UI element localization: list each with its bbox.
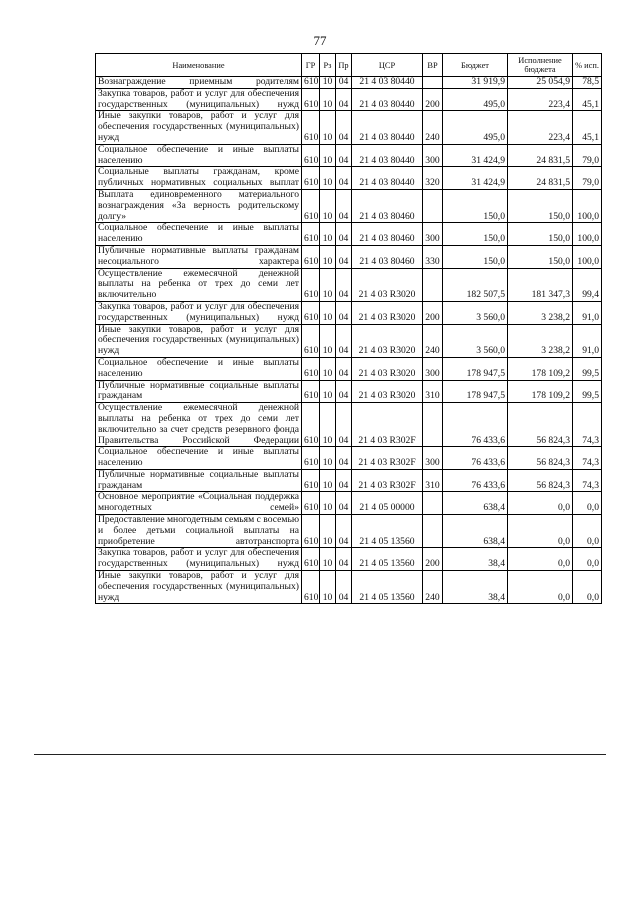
cell-name: Публичные нормативные социальные выплаты гражданам bbox=[96, 469, 302, 492]
cell-pr: 04 bbox=[336, 111, 352, 144]
cell-gr: 610 bbox=[302, 223, 320, 246]
cell-gr: 610 bbox=[302, 77, 320, 89]
cell-vr: 310 bbox=[423, 469, 443, 492]
cell-gr: 610 bbox=[302, 301, 320, 324]
cell-rz: 10 bbox=[320, 380, 336, 403]
cell-rz: 10 bbox=[320, 223, 336, 246]
header-rz: Рз bbox=[320, 54, 336, 77]
cell-budget: 31 424,9 bbox=[443, 144, 508, 167]
table-row bbox=[96, 469, 602, 492]
cell-percent: 99,5 bbox=[573, 357, 602, 380]
cell-rz: 10 bbox=[320, 492, 336, 515]
cell-vr bbox=[423, 77, 443, 89]
cell-budget: 38,4 bbox=[443, 571, 508, 604]
cell-gr: 610 bbox=[302, 245, 320, 268]
table-body bbox=[96, 77, 602, 604]
cell-name: Осуществление ежемесячной денежной выплаты на ребенка от трех до семи лет включительно за счет средств резервного фонда Правительства Российской Федерации bbox=[96, 403, 302, 447]
cell-csr: 21 4 03 80440 bbox=[352, 77, 423, 89]
cell-execution: 3 238,2 bbox=[508, 324, 573, 357]
cell-gr: 610 bbox=[302, 357, 320, 380]
cell-percent: 100,0 bbox=[573, 223, 602, 246]
cell-pr: 04 bbox=[336, 88, 352, 111]
cell-vr bbox=[423, 403, 443, 447]
cell-percent: 0,0 bbox=[573, 548, 602, 571]
cell-pr: 04 bbox=[336, 223, 352, 246]
cell-pr: 04 bbox=[336, 189, 352, 222]
cell-name: Выплата единовременного материального вознаграждения «За верность родительскому долгу» bbox=[96, 189, 302, 222]
cell-gr: 610 bbox=[302, 189, 320, 222]
cell-budget: 182 507,5 bbox=[443, 268, 508, 301]
cell-execution: 150,0 bbox=[508, 245, 573, 268]
cell-rz: 10 bbox=[320, 88, 336, 111]
cell-pr: 04 bbox=[336, 380, 352, 403]
cell-budget: 638,4 bbox=[443, 515, 508, 548]
cell-budget: 31 424,9 bbox=[443, 167, 508, 190]
cell-budget: 495,0 bbox=[443, 88, 508, 111]
table-row bbox=[96, 111, 602, 144]
cell-csr: 21 4 03 R302F bbox=[352, 447, 423, 470]
cell-percent: 0,0 bbox=[573, 492, 602, 515]
cell-pr: 04 bbox=[336, 447, 352, 470]
table-row bbox=[96, 301, 602, 324]
cell-budget: 178 947,5 bbox=[443, 357, 508, 380]
cell-rz: 10 bbox=[320, 324, 336, 357]
cell-csr: 21 4 03 R302F bbox=[352, 403, 423, 447]
cell-csr: 21 4 03 R3020 bbox=[352, 324, 423, 357]
cell-rz: 10 bbox=[320, 571, 336, 604]
cell-pr: 04 bbox=[336, 144, 352, 167]
cell-pr: 04 bbox=[336, 571, 352, 604]
cell-name: Иные закупки товаров, работ и услуг для обеспечения государственных (муниципальных) нужд bbox=[96, 324, 302, 357]
table-row bbox=[96, 324, 602, 357]
cell-budget: 3 560,0 bbox=[443, 301, 508, 324]
cell-vr: 300 bbox=[423, 357, 443, 380]
cell-budget: 38,4 bbox=[443, 548, 508, 571]
table-row bbox=[96, 189, 602, 222]
cell-execution: 0,0 bbox=[508, 548, 573, 571]
cell-vr: 200 bbox=[423, 301, 443, 324]
cell-vr bbox=[423, 268, 443, 301]
cell-percent: 100,0 bbox=[573, 189, 602, 222]
cell-execution: 150,0 bbox=[508, 189, 573, 222]
cell-vr: 300 bbox=[423, 144, 443, 167]
cell-rz: 10 bbox=[320, 268, 336, 301]
cell-pr: 04 bbox=[336, 167, 352, 190]
cell-gr: 610 bbox=[302, 380, 320, 403]
cell-budget: 638,4 bbox=[443, 492, 508, 515]
cell-gr: 610 bbox=[302, 88, 320, 111]
cell-csr: 21 4 03 80460 bbox=[352, 223, 423, 246]
cell-csr: 21 4 03 R302F bbox=[352, 469, 423, 492]
cell-csr: 21 4 03 R3020 bbox=[352, 380, 423, 403]
table-row bbox=[96, 571, 602, 604]
cell-budget: 31 919,9 bbox=[443, 77, 508, 89]
page-number: 77 bbox=[313, 33, 327, 48]
cell-execution: 0,0 bbox=[508, 515, 573, 548]
cell-csr: 21 4 03 80460 bbox=[352, 245, 423, 268]
cell-execution: 223,4 bbox=[508, 88, 573, 111]
cell-gr: 610 bbox=[302, 144, 320, 167]
table-row bbox=[96, 548, 602, 571]
table-row bbox=[96, 357, 602, 380]
cell-percent: 99,5 bbox=[573, 380, 602, 403]
cell-execution: 178 109,2 bbox=[508, 380, 573, 403]
table-header-row bbox=[96, 54, 602, 77]
cell-vr bbox=[423, 492, 443, 515]
cell-execution: 181 347,3 bbox=[508, 268, 573, 301]
cell-name: Публичные нормативные выплаты гражданам несоциального характера bbox=[96, 245, 302, 268]
cell-percent: 78,5 bbox=[573, 77, 602, 89]
footer-divider bbox=[34, 754, 606, 755]
cell-pr: 04 bbox=[336, 324, 352, 357]
cell-vr bbox=[423, 189, 443, 222]
cell-pr: 04 bbox=[336, 77, 352, 89]
table-row bbox=[96, 515, 602, 548]
cell-pr: 04 bbox=[336, 301, 352, 324]
cell-budget: 150,0 bbox=[443, 223, 508, 246]
cell-gr: 610 bbox=[302, 111, 320, 144]
cell-gr: 610 bbox=[302, 447, 320, 470]
cell-budget: 150,0 bbox=[443, 189, 508, 222]
cell-rz: 10 bbox=[320, 77, 336, 89]
cell-percent: 0,0 bbox=[573, 571, 602, 604]
cell-percent: 45,1 bbox=[573, 111, 602, 144]
budget-table bbox=[95, 53, 602, 604]
cell-rz: 10 bbox=[320, 144, 336, 167]
cell-percent: 91,0 bbox=[573, 301, 602, 324]
cell-gr: 610 bbox=[302, 324, 320, 357]
cell-gr: 610 bbox=[302, 469, 320, 492]
cell-gr: 610 bbox=[302, 548, 320, 571]
cell-rz: 10 bbox=[320, 189, 336, 222]
cell-name: Вознаграждение приемным родителям bbox=[96, 77, 302, 89]
cell-csr: 21 4 03 R3020 bbox=[352, 357, 423, 380]
cell-gr: 610 bbox=[302, 167, 320, 190]
cell-execution: 56 824,3 bbox=[508, 447, 573, 470]
cell-vr: 200 bbox=[423, 548, 443, 571]
cell-name: Публичные нормативные социальные выплаты гражданам bbox=[96, 380, 302, 403]
cell-pr: 04 bbox=[336, 469, 352, 492]
cell-csr: 21 4 05 13560 bbox=[352, 515, 423, 548]
cell-rz: 10 bbox=[320, 548, 336, 571]
cell-pr: 04 bbox=[336, 492, 352, 515]
cell-execution: 24 831,5 bbox=[508, 167, 573, 190]
cell-budget: 178 947,5 bbox=[443, 380, 508, 403]
table-row bbox=[96, 268, 602, 301]
cell-percent: 100,0 bbox=[573, 245, 602, 268]
cell-execution: 3 238,2 bbox=[508, 301, 573, 324]
cell-execution: 0,0 bbox=[508, 492, 573, 515]
cell-execution: 223,4 bbox=[508, 111, 573, 144]
cell-percent: 91,0 bbox=[573, 324, 602, 357]
cell-pr: 04 bbox=[336, 357, 352, 380]
cell-name: Иные закупки товаров, работ и услуг для обеспечения государственных (муниципальных) нужд bbox=[96, 111, 302, 144]
cell-csr: 21 4 03 R3020 bbox=[352, 301, 423, 324]
table-row bbox=[96, 88, 602, 111]
header-vr: ВР bbox=[423, 54, 443, 77]
cell-gr: 610 bbox=[302, 515, 320, 548]
cell-percent: 74,3 bbox=[573, 447, 602, 470]
cell-rz: 10 bbox=[320, 111, 336, 144]
cell-csr: 21 4 03 80460 bbox=[352, 189, 423, 222]
table-row bbox=[96, 403, 602, 447]
table-row bbox=[96, 492, 602, 515]
cell-gr: 610 bbox=[302, 268, 320, 301]
cell-budget: 495,0 bbox=[443, 111, 508, 144]
table-row bbox=[96, 77, 602, 89]
cell-csr: 21 4 03 80440 bbox=[352, 167, 423, 190]
cell-execution: 56 824,3 bbox=[508, 469, 573, 492]
cell-execution: 0,0 bbox=[508, 571, 573, 604]
cell-budget: 76 433,6 bbox=[443, 403, 508, 447]
cell-execution: 56 824,3 bbox=[508, 403, 573, 447]
cell-rz: 10 bbox=[320, 301, 336, 324]
cell-pr: 04 bbox=[336, 245, 352, 268]
cell-name: Социальные выплаты гражданам, кроме публичных нормативных социальных выплат bbox=[96, 167, 302, 190]
cell-pr: 04 bbox=[336, 515, 352, 548]
cell-name: Основное мероприятие «Социальная поддержка многодетных семей» bbox=[96, 492, 302, 515]
cell-rz: 10 bbox=[320, 447, 336, 470]
cell-csr: 21 4 03 80440 bbox=[352, 88, 423, 111]
cell-vr: 300 bbox=[423, 223, 443, 246]
cell-vr: 240 bbox=[423, 571, 443, 604]
cell-execution: 24 831,5 bbox=[508, 144, 573, 167]
cell-percent: 74,3 bbox=[573, 403, 602, 447]
cell-percent: 79,0 bbox=[573, 144, 602, 167]
cell-rz: 10 bbox=[320, 245, 336, 268]
cell-percent: 0,0 bbox=[573, 515, 602, 548]
cell-vr: 240 bbox=[423, 111, 443, 144]
cell-budget: 150,0 bbox=[443, 245, 508, 268]
cell-name: Иные закупки товаров, работ и услуг для обеспечения государственных (муниципальных) нужд bbox=[96, 571, 302, 604]
header-csr: ЦСР bbox=[352, 54, 423, 77]
cell-budget: 76 433,6 bbox=[443, 447, 508, 470]
cell-percent: 99,4 bbox=[573, 268, 602, 301]
cell-gr: 610 bbox=[302, 492, 320, 515]
table-row bbox=[96, 223, 602, 246]
cell-rz: 10 bbox=[320, 515, 336, 548]
cell-name: Осуществление ежемесячной денежной выплаты на ребенка от трех до семи лет включительно bbox=[96, 268, 302, 301]
cell-gr: 610 bbox=[302, 403, 320, 447]
header-budget: Бюджет bbox=[443, 54, 508, 77]
cell-percent: 45,1 bbox=[573, 88, 602, 111]
cell-execution: 178 109,2 bbox=[508, 357, 573, 380]
cell-vr: 300 bbox=[423, 447, 443, 470]
cell-rz: 10 bbox=[320, 167, 336, 190]
cell-csr: 21 4 03 80440 bbox=[352, 111, 423, 144]
cell-execution: 25 054,9 bbox=[508, 77, 573, 89]
cell-name: Закупка товаров, работ и услуг для обеспечения государственных (муниципальных) нужд bbox=[96, 548, 302, 571]
cell-name: Социальное обеспечение и иные выплаты населению bbox=[96, 223, 302, 246]
cell-execution: 150,0 bbox=[508, 223, 573, 246]
cell-name: Предоставление многодетным семьям с восемью и более детьми социальной выплаты на приобретение автотранспорта bbox=[96, 515, 302, 548]
table-row bbox=[96, 144, 602, 167]
cell-vr: 330 bbox=[423, 245, 443, 268]
cell-vr: 240 bbox=[423, 324, 443, 357]
cell-percent: 79,0 bbox=[573, 167, 602, 190]
cell-pr: 04 bbox=[336, 403, 352, 447]
header-percent: % исп. bbox=[573, 54, 602, 77]
cell-name: Закупка товаров, работ и услуг для обеспечения государственных (муниципальных) нужд bbox=[96, 88, 302, 111]
cell-rz: 10 bbox=[320, 403, 336, 447]
header-execution: Исполнение бюджета bbox=[508, 54, 573, 77]
cell-percent: 74,3 bbox=[573, 469, 602, 492]
cell-vr: 310 bbox=[423, 380, 443, 403]
table-row bbox=[96, 245, 602, 268]
header-name: Наименование bbox=[96, 54, 302, 77]
cell-rz: 10 bbox=[320, 357, 336, 380]
cell-vr: 320 bbox=[423, 167, 443, 190]
cell-csr: 21 4 05 13560 bbox=[352, 571, 423, 604]
cell-name: Социальное обеспечение и иные выплаты населению bbox=[96, 144, 302, 167]
cell-vr: 200 bbox=[423, 88, 443, 111]
cell-gr: 610 bbox=[302, 571, 320, 604]
header-pr: Пр bbox=[336, 54, 352, 77]
table-row bbox=[96, 380, 602, 403]
cell-csr: 21 4 05 00000 bbox=[352, 492, 423, 515]
cell-csr: 21 4 03 R3020 bbox=[352, 268, 423, 301]
table-row bbox=[96, 167, 602, 190]
cell-name: Социальное обеспечение и иные выплаты населению bbox=[96, 357, 302, 380]
header-gr: ГР bbox=[302, 54, 320, 77]
cell-budget: 76 433,6 bbox=[443, 469, 508, 492]
cell-vr bbox=[423, 515, 443, 548]
cell-csr: 21 4 03 80440 bbox=[352, 144, 423, 167]
cell-pr: 04 bbox=[336, 268, 352, 301]
cell-name: Социальное обеспечение и иные выплаты населению bbox=[96, 447, 302, 470]
cell-rz: 10 bbox=[320, 469, 336, 492]
cell-name: Закупка товаров, работ и услуг для обеспечения государственных (муниципальных) нужд bbox=[96, 301, 302, 324]
cell-pr: 04 bbox=[336, 548, 352, 571]
table-row bbox=[96, 447, 602, 470]
cell-csr: 21 4 05 13560 bbox=[352, 548, 423, 571]
cell-budget: 3 560,0 bbox=[443, 324, 508, 357]
